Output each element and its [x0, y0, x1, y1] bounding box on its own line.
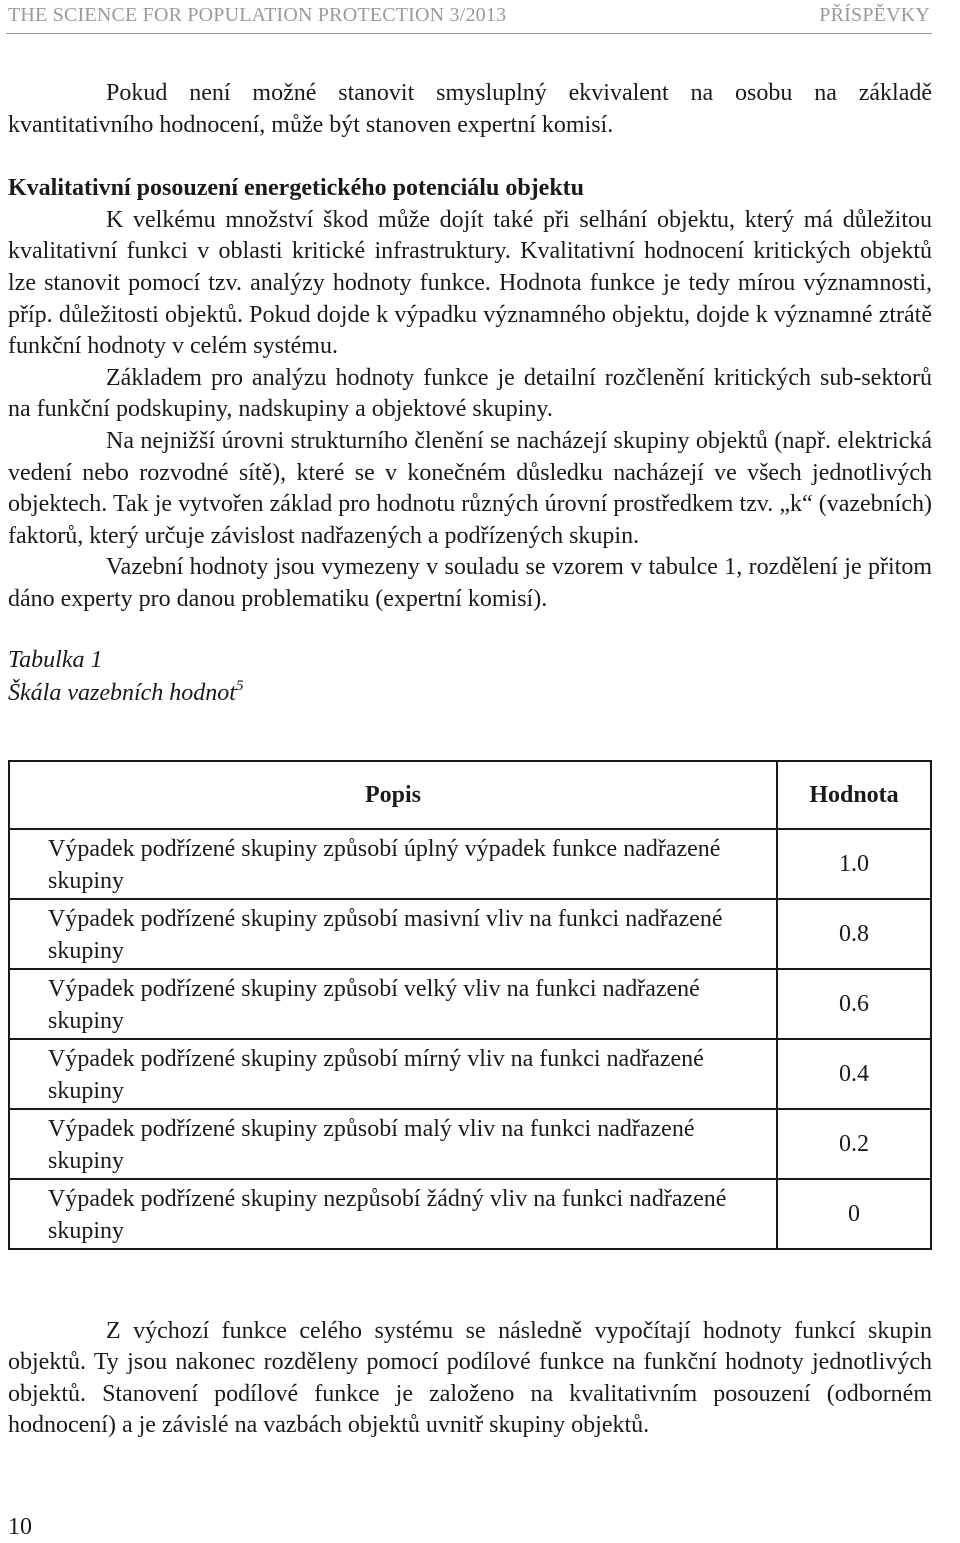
table-header-row [9, 761, 931, 829]
row-value: 0 [777, 1179, 931, 1249]
row-value: 0.6 [777, 969, 931, 1039]
table-row [9, 899, 931, 969]
row-description: Výpadek podřízené skupiny způsobí úplný výpadek funkce nadřazené skupiny [9, 829, 777, 899]
row-description: Výpadek podřízené skupiny způsobí mírný vliv na funkci nadřazené skupiny [9, 1039, 777, 1109]
section-heading: Kvalitativní posouzení energetického potenciálu objektu [8, 175, 584, 202]
row-description: Výpadek podřízené skupiny způsobí velký vliv na funkci nadřazené skupiny [9, 969, 777, 1039]
spacer [8, 141, 932, 173]
running-header [8, 4, 930, 26]
section-label: PŘÍSPĚVKY [819, 4, 930, 26]
table-row [9, 829, 931, 899]
table-caption-text: Škála vazebních hodnot [8, 679, 236, 706]
row-value: 1.0 [777, 829, 931, 899]
table-row [9, 1039, 931, 1109]
table-row [9, 969, 931, 1039]
body-paragraph: K velkému množství škod může dojít také při selhání objektu, který má důležitou kvalitativní funkci v oblasti kritické infrastruktury. Kvalitativní hodnocení kritických objektů lze stanovit pomocí tzv. analýzy hodnoty funkce. Hodnota funkce je tedy mírou významnosti, příp. důležitosti objektů. Pokud dojde k výpadku významného objektu, dojde k významné ztrátě funkční hodnoty v celém systému. [8, 206, 932, 360]
coupling-values-table [8, 760, 932, 1250]
spacer [8, 710, 932, 760]
page-number: 10 [8, 1514, 32, 1540]
page-body [8, 78, 932, 1442]
header-rule [6, 33, 932, 34]
body-paragraph: Základem pro analýzu hodnoty funkce je detailní rozčlenění kritických sub-sektorů na funkční podskupiny, nadskupiny a objektové skupiny. [8, 364, 932, 423]
row-description: Výpadek podřízené skupiny způsobí malý vliv na funkci nadřazené skupiny [9, 1109, 777, 1179]
row-value: 0.2 [777, 1109, 931, 1179]
spacer [8, 616, 932, 644]
row-value: 0.8 [777, 899, 931, 969]
table-row [9, 1179, 931, 1249]
column-header-description: Popis [9, 761, 777, 829]
intro-paragraph: Pokud není možné stanovit smysluplný ekvivalent na osobu na základě kvantitativního hodnocení, může být stanoven expertní komisí. [8, 80, 932, 138]
journal-title: THE SCIENCE FOR POPULATION PROTECTION 3/2013 [8, 4, 507, 26]
body-paragraph: Vazební hodnoty jsou vymezeny v souladu se vzorem v tabulce 1, rozdělení je přitom dáno experty pro danou problematiku (expertní komisí). [8, 554, 932, 612]
row-description: Výpadek podřízené skupiny způsobí masivní vliv na funkci nadřazené skupiny [9, 899, 777, 969]
closing-paragraph: Z výchozí funkce celého systému se následně vypočítají hodnoty funkcí skupin objektů. Ty jsou nakonec rozděleny pomocí podílové funkce na funkční hodnoty jednotlivých objektů. Stanovení podílové funkce je založeno na kvalitativním posouzení (odborném hodnocení) a je závislé na vazbách objektů uvnitř skupiny objektů. [8, 1317, 932, 1439]
row-description: Výpadek podřízené skupiny nezpůsobí žádný vliv na funkci nadřazené skupiny [9, 1179, 777, 1249]
table-caption-label: Tabulka 1 [8, 646, 103, 673]
column-header-value: Hodnota [777, 761, 931, 829]
body-paragraph: Na nejnižší úrovni strukturního členění se nacházejí skupiny objektů (např. elektrická vedení nebo rozvodné sítě), které se v konečném důsledku nacházejí ve všech jednotlivých objektech. Tak je vytvořen základ pro hodnotu různých úrovní prostředkem tzv. „k“ (vazebních) faktorů, který určuje závislost nadřazených a podřízených skupin. [8, 427, 932, 549]
footnote-marker: 5 [235, 677, 244, 694]
table-caption-title [8, 677, 932, 710]
spacer [8, 1250, 932, 1316]
row-value: 0.4 [777, 1039, 931, 1109]
table-row [9, 1109, 931, 1179]
